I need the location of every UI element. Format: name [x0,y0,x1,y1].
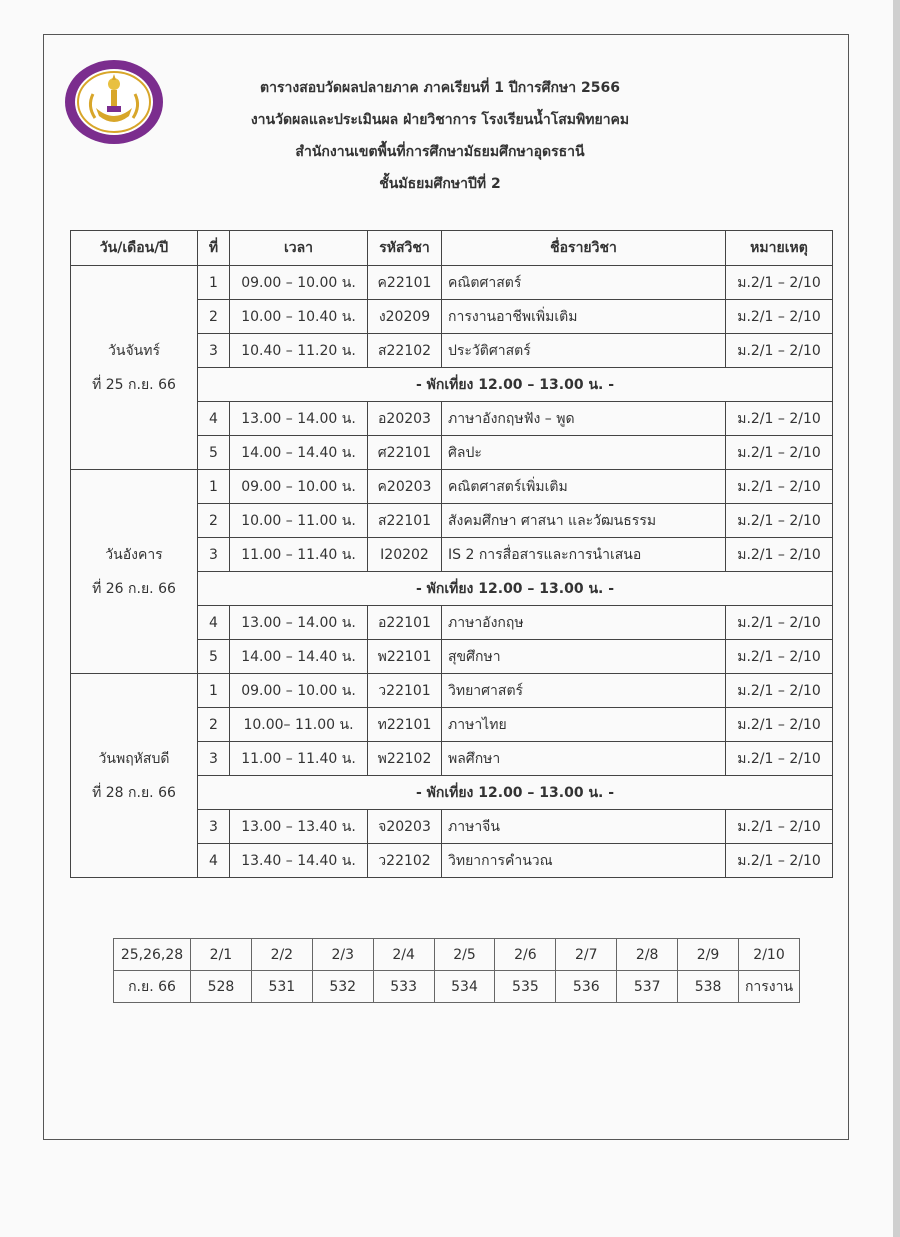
row-code: พ22102 [368,742,442,776]
row-subject: การงานอาชีพเพิ่มเติม [442,300,726,334]
row-code: จ20203 [368,810,442,844]
row-code: พ22101 [368,640,442,674]
table-header-row [71,231,833,266]
row-subject: คณิตศาสตร์ [442,266,726,300]
row-no: 2 [198,300,230,334]
document-header [180,72,700,200]
row-time: 13.00 – 14.00 น. [230,606,368,640]
row-time: 11.00 – 11.40 น. [230,742,368,776]
room-cell: 535 [495,971,556,1003]
row-time: 10.00– 11.00 น. [230,708,368,742]
row-no: 2 [198,504,230,538]
page-edge [893,0,900,1237]
room-cell: 533 [373,971,434,1003]
row-note: ม.2/1 – 2/10 [726,742,833,776]
class-cell: 2/3 [312,939,373,971]
room-cell: 537 [617,971,678,1003]
row-time: 10.00 – 11.00 น. [230,504,368,538]
row-code: ง20209 [368,300,442,334]
row-code: I20202 [368,538,442,572]
row-subject: ภาษาจีน [442,810,726,844]
col-header-subject: ชื่อรายวิชา [442,231,726,266]
row-subject: วิทยาศาสตร์ [442,674,726,708]
row-note: ม.2/1 – 2/10 [726,640,833,674]
day-name: วันจันทร์ [108,342,160,359]
row-no: 3 [198,810,230,844]
row-time: 11.00 – 11.40 น. [230,538,368,572]
row-code: ค20203 [368,470,442,504]
row-note: ม.2/1 – 2/10 [726,266,833,300]
day-cell [71,266,198,470]
row-note: ม.2/1 – 2/10 [726,470,833,504]
header-grade: ชั้นมัธยมศึกษาปีที่ 2 [379,176,501,192]
room-cell: 534 [434,971,495,1003]
row-code: ศ22101 [368,436,442,470]
class-cell: 2/1 [191,939,252,971]
row-time: 09.00 – 10.00 น. [230,674,368,708]
row-code: ว22102 [368,844,442,878]
row-time: 09.00 – 10.00 น. [230,470,368,504]
row-subject: ประวัติศาสตร์ [442,334,726,368]
day-name: วันพฤหัสบดี [98,750,170,767]
lunch-break-text: - พักเที่ยง 12.00 – 13.00 น. - [198,572,833,606]
row-no: 5 [198,436,230,470]
row-no: 3 [198,538,230,572]
row-code: ว22101 [368,674,442,708]
row-no: 1 [198,266,230,300]
row-subject: คณิตศาสตร์เพิ่มเติม [442,470,726,504]
row-time: 13.00 – 14.00 น. [230,402,368,436]
row-no: 1 [198,470,230,504]
class-cell: 2/5 [434,939,495,971]
row-time: 10.40 – 11.20 น. [230,334,368,368]
row-no: 4 [198,402,230,436]
row-code: อ22101 [368,606,442,640]
header-title: ตารางสอบวัดผลปลายภาค ภาคเรียนที่ 1 ปีการศึกษา 2566 [260,80,620,96]
lunch-break-text: - พักเที่ยง 12.00 – 13.00 น. - [198,776,833,810]
lunch-break-text: - พักเที่ยง 12.00 – 13.00 น. - [198,368,833,402]
exam-schedule-table [70,230,833,878]
row-subject: ศิลปะ [442,436,726,470]
header-office: สำนักงานเขตพื้นที่การศึกษามัธยมศึกษาอุดรธานี [295,144,585,160]
col-header-note: หมายเหตุ [726,231,833,266]
row-no: 2 [198,708,230,742]
row-subject: พลศึกษา [442,742,726,776]
table-row [71,674,833,708]
row-no: 5 [198,640,230,674]
row-time: 14.00 – 14.40 น. [230,640,368,674]
room-cell: การงาน [739,971,800,1003]
col-header-no: ที่ [198,231,230,266]
room-cell: 538 [678,971,739,1003]
room-class-row [114,939,800,971]
col-header-time: เวลา [230,231,368,266]
row-note: ม.2/1 – 2/10 [726,606,833,640]
room-cell: 532 [312,971,373,1003]
room-assignment-table [113,938,800,1003]
col-header-code: รหัสวิชา [368,231,442,266]
room-cell: 531 [251,971,312,1003]
table-row [71,470,833,504]
day-date: ที่ 25 ก.ย. 66 [92,376,176,393]
day-date: ที่ 26 ก.ย. 66 [92,580,176,597]
row-time: 09.00 – 10.00 น. [230,266,368,300]
row-time: 13.40 – 14.40 น. [230,844,368,878]
row-note: ม.2/1 – 2/10 [726,844,833,878]
row-no: 3 [198,334,230,368]
class-cell: 2/4 [373,939,434,971]
row-note: ม.2/1 – 2/10 [726,504,833,538]
row-note: ม.2/1 – 2/10 [726,674,833,708]
room-cell: 528 [191,971,252,1003]
day-cell [71,470,198,674]
row-note: ม.2/1 – 2/10 [726,436,833,470]
table-row [71,266,833,300]
header-department: งานวัดผลและประเมินผล ฝ่ายวิชาการ โรงเรียนน้ำโสมพิทยาคม [250,112,630,128]
class-cell: 2/8 [617,939,678,971]
day-date: ที่ 28 ก.ย. 66 [92,784,176,801]
row-no: 3 [198,742,230,776]
row-note: ม.2/1 – 2/10 [726,334,833,368]
row-time: 14.00 – 14.40 น. [230,436,368,470]
row-subject: ภาษาไทย [442,708,726,742]
row-note: ม.2/1 – 2/10 [726,708,833,742]
row-time: 10.00 – 10.40 น. [230,300,368,334]
class-cell: 2/9 [678,939,739,971]
row-subject: IS 2 การสื่อสารและการนำเสนอ [442,538,726,572]
class-cell: 2/7 [556,939,617,971]
row-note: ม.2/1 – 2/10 [726,402,833,436]
row-time: 13.00 – 13.40 น. [230,810,368,844]
row-note: ม.2/1 – 2/10 [726,538,833,572]
row-code: ส22101 [368,504,442,538]
row-no: 4 [198,844,230,878]
class-cell: 2/2 [251,939,312,971]
row-note: ม.2/1 – 2/10 [726,810,833,844]
day-name: วันอังคาร [105,546,163,563]
row-note: ม.2/1 – 2/10 [726,300,833,334]
room-date-line2: ก.ย. 66 [114,971,191,1003]
room-number-row [114,971,800,1003]
school-logo [63,58,165,146]
room-date-line1: 25,26,28 [114,939,191,971]
row-code: ส22102 [368,334,442,368]
row-subject: สังคมศึกษา ศาสนา และวัฒนธรรม [442,504,726,538]
class-cell: 2/6 [495,939,556,971]
row-no: 4 [198,606,230,640]
room-cell: 536 [556,971,617,1003]
row-subject: สุขศึกษา [442,640,726,674]
day-cell [71,674,198,878]
row-code: อ20203 [368,402,442,436]
row-subject: ภาษาอังกฤษฟัง – พูด [442,402,726,436]
class-cell: 2/10 [739,939,800,971]
row-subject: วิทยาการคำนวณ [442,844,726,878]
row-code: ค22101 [368,266,442,300]
col-header-date: วัน/เดือน/ปี [71,231,198,266]
row-no: 1 [198,674,230,708]
row-code: ท22101 [368,708,442,742]
row-subject: ภาษาอังกฤษ [442,606,726,640]
